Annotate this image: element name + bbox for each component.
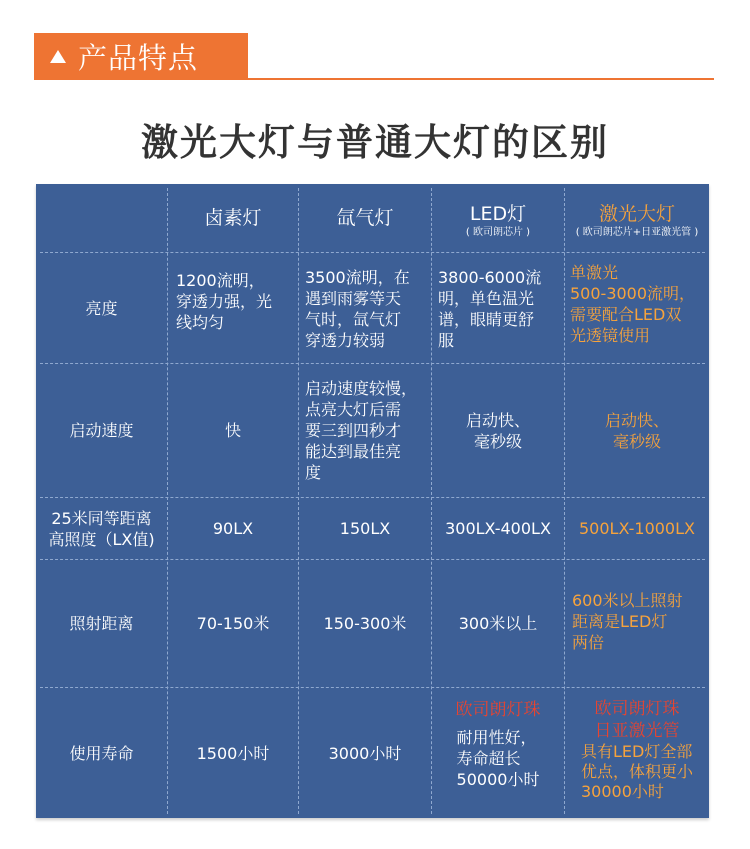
cell-led-startup: 启动快、 毫秒级 bbox=[465, 410, 530, 451]
column-header-title: 激光大灯 bbox=[598, 203, 675, 225]
cell-xenon-distance: 150-300米 bbox=[323, 614, 407, 633]
laser-lifespan-text: 具有LED灯全部 优点，体积更小 30000小时 bbox=[580, 742, 693, 801]
comparison-table bbox=[36, 184, 709, 818]
cell-halogen-distance: 70-150米 bbox=[196, 614, 270, 633]
row-label-startup: 启动速度 bbox=[69, 421, 134, 440]
led-highlight-text: 欧司朗灯珠 bbox=[455, 700, 541, 720]
page-title: 激光大灯与普通大灯的区别 bbox=[141, 121, 609, 164]
column-header-title: 卤素灯 bbox=[204, 207, 262, 229]
laser-highlight-text: 欧司朗灯珠 日亚激光管 bbox=[594, 699, 680, 741]
cell-halogen-lifespan: 1500小时 bbox=[196, 743, 270, 763]
column-header-subtitle: ( 欧司朗芯片+日亚激光管 ) bbox=[575, 227, 699, 238]
cell-laser-startup: 启动快、 毫秒级 bbox=[604, 410, 669, 451]
cell-led-illuminance: 300LX-400LX bbox=[445, 519, 551, 538]
section-header bbox=[34, 33, 248, 79]
cell-led-lifespan bbox=[432, 688, 564, 818]
cell-led-distance: 300米以上 bbox=[458, 614, 538, 633]
header-divider bbox=[34, 78, 714, 80]
column-header-title: LED灯 bbox=[469, 203, 527, 225]
column-header-title: 氙气灯 bbox=[336, 207, 394, 229]
cell-halogen-brightness: 1200流明， 穿透力强，光 线均匀 bbox=[176, 271, 273, 332]
cell-xenon-brightness: 3500流明，在 遇到雨雾等天 气时，氙气灯 穿透力较弱 bbox=[305, 268, 410, 350]
cell-laser-brightness: 单激光 500-3000流明， 需要配合LED双 光透镜使用 bbox=[570, 263, 696, 345]
cell-laser-illuminance: 500LX-1000LX bbox=[579, 519, 695, 538]
cell-laser-distance: 600米以上照射 距离是LED灯 两倍 bbox=[572, 591, 683, 652]
cell-halogen-startup: 快 bbox=[224, 421, 241, 440]
column-header-xenon bbox=[299, 184, 431, 252]
cell-xenon-startup: 启动速度较慢， 点亮大灯后需 要三到四秒才 能达到最佳亮 度 bbox=[305, 379, 418, 482]
cell-laser-lifespan bbox=[565, 688, 709, 818]
section-header-label: 产品特点 bbox=[78, 40, 199, 75]
row-label-illuminance: 25米同等距离 高照度（LX值) bbox=[48, 508, 155, 549]
column-header-subtitle: ( 欧司朗芯片 ) bbox=[465, 227, 531, 238]
column-header-halogen bbox=[168, 184, 298, 252]
row-label-distance: 照射距离 bbox=[69, 614, 134, 633]
column-header-led bbox=[432, 184, 564, 252]
cell-xenon-illuminance: 150LX bbox=[339, 519, 391, 538]
row-label-lifespan: 使用寿命 bbox=[69, 743, 134, 763]
led-lifespan-text: 耐用性好， 寿命超长 50000小时 bbox=[456, 728, 540, 789]
cell-xenon-lifespan: 3000小时 bbox=[328, 743, 402, 763]
cell-halogen-illuminance: 90LX bbox=[212, 519, 254, 538]
column-header-laser bbox=[565, 184, 709, 252]
triangle-up-icon bbox=[50, 50, 66, 63]
row-label-brightness: 亮度 bbox=[85, 298, 118, 318]
cell-led-brightness: 3800-6000流 明，单色温光 谱，眼睛更舒 服 bbox=[438, 268, 542, 350]
